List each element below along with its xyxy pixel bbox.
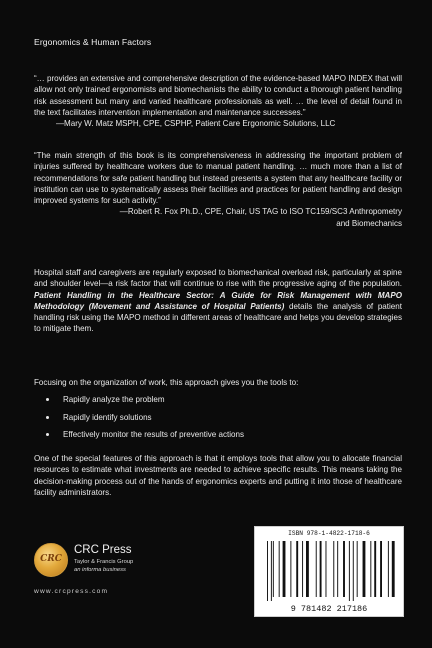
- publisher-url: www.crcpress.com: [34, 588, 109, 595]
- barcode-bar: [273, 541, 274, 597]
- book-title: Patient Handling in the Healthcare Sector: A Guide for Risk Management with MAPO Methodology (Movement and Assistance of Hospital Patients): [34, 290, 402, 311]
- barcode-bar: [357, 541, 358, 597]
- barcode-bar: [337, 541, 338, 597]
- focus-intro: Focusing on the organization of work, this approach gives you the tools to:: [34, 378, 299, 387]
- description-text-cont: details the analysis of patient handling risk using the MAPO method in different areas of healthcare and helps you develop strategies to mitigate them.: [34, 301, 402, 334]
- quote-attribution: —Robert R. Fox Ph.D., CPE, Chair, US TAG to ISO TC159/SC3 Anthropometry: [119, 207, 402, 217]
- barcode-bar: [326, 541, 327, 597]
- barcode-bar: [302, 541, 303, 597]
- barcode-bar: [392, 541, 395, 597]
- list-item: Rapidly identify solutions: [34, 412, 402, 423]
- barcode-bar: [267, 541, 268, 601]
- barcode-bar: [271, 541, 272, 601]
- barcode-digits: 9 781482 217186: [290, 604, 368, 613]
- endorsement-quote-2: [34, 150, 402, 229]
- isbn-label: ISBN 978-1-4822-1718-6: [288, 530, 370, 537]
- barcode-bar: [380, 541, 382, 597]
- quote-text: “The main strength of this book is its comprehensiveness in addressing the important problem of injuries suffered by healthcare workers due to manual patient handling. … much more than a list of recommendations for safe patient handling but instead presents a system that any healthcare facility or institution can use to systematically assess their facilities and practices for patient handling and design improved systems for such activity.”: [34, 151, 402, 206]
- quote-text: “… provides an extensive and comprehensive description of the evidence-based MAPO INDEX that will allow not only trained ergonomists and biomechanists the ability to conduct a thorough patient handling risk assessment but many and varied healthcare professionals as well. … the level of detail found in the text facilitates intervention implementation and maintenance successes.”: [34, 74, 402, 117]
- barcode-bar: [283, 541, 286, 597]
- bullet-list: [34, 394, 402, 440]
- barcode-bar: [320, 541, 322, 597]
- quote-attribution-cont: and Biomechanics: [336, 218, 402, 228]
- barcode-bar: [290, 541, 291, 597]
- barcode-bar: [349, 541, 350, 601]
- barcode-bar: [306, 541, 309, 597]
- barcode-bar: [353, 541, 354, 601]
- closing-paragraph: [34, 453, 402, 498]
- focus-section: [34, 377, 402, 446]
- barcode-bar: [316, 541, 317, 597]
- barcode-bar: [279, 541, 280, 597]
- barcode-bar: [388, 541, 389, 597]
- publisher-tagline: an informa business: [74, 567, 126, 573]
- barcode-bar: [370, 541, 371, 597]
- category-label: Ergonomics & Human Factors: [34, 37, 152, 47]
- barcode-bar: [333, 541, 334, 597]
- endorsement-quote-1: [34, 73, 402, 129]
- quote-attribution: —Mary W. Matz MSPH, CPE, CSPHP, Patient Care Ergonomic Solutions, LLC: [56, 119, 336, 129]
- description-paragraph: [34, 267, 402, 335]
- barcode-bar: [374, 541, 376, 597]
- list-item: Rapidly analyze the problem: [34, 394, 402, 405]
- closing-text: One of the special features of this approach is that it employs tools that allow you to allocate financial resources to estimate what investments are needed to achieve specific results. This means taking the decision-making process out of the hands of ergonomics experts and putting it into those of healthcare facility administrators.: [34, 454, 402, 497]
- publisher-footer: [0, 525, 432, 648]
- crc-logo-seal: [34, 543, 68, 577]
- barcode-bar: [363, 541, 366, 597]
- barcode-bar: [343, 541, 345, 597]
- barcode-bar: [296, 541, 298, 597]
- barcode-image: [259, 539, 399, 613]
- description-text: Hospital staff and caregivers are regularly exposed to biomechanical overload risk, particularly at spine and shoulder level—a risk factor that will continue to rise with the progressive aging of the population.: [34, 268, 402, 289]
- publisher-name: CRC Press: [74, 544, 132, 556]
- isbn-barcode: [254, 526, 404, 617]
- crc-logo-text: CRC: [40, 554, 62, 564]
- publisher-group: Taylor & Francis Group: [74, 559, 134, 565]
- list-item: Effectively monitor the results of preventive actions: [34, 429, 402, 440]
